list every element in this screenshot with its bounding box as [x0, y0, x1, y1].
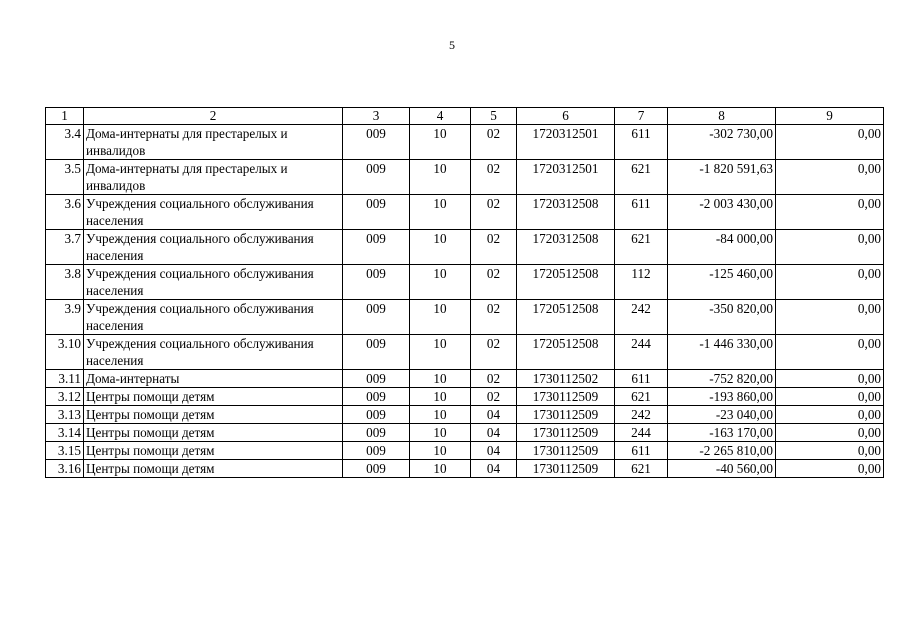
row-col3-cell: 009	[343, 424, 410, 442]
row-col9-cell: 0,00	[776, 265, 884, 300]
row-number-cell: 3.7	[46, 230, 84, 265]
table-row	[46, 406, 884, 424]
row-col9-cell: 0,00	[776, 125, 884, 160]
table-row	[46, 300, 884, 335]
row-col5-cell: 02	[471, 370, 517, 388]
row-number-cell: 3.13	[46, 406, 84, 424]
row-col3-cell: 009	[343, 388, 410, 406]
header-col-7: 7	[615, 108, 668, 125]
row-col3-cell: 009	[343, 460, 410, 478]
row-col4-cell: 10	[410, 424, 471, 442]
table-row	[46, 370, 884, 388]
row-col8-cell: -1 446 330,00	[668, 335, 776, 370]
row-name-cell: Центры помощи детям	[84, 442, 343, 460]
row-col3-cell: 009	[343, 195, 410, 230]
row-col5-cell: 02	[471, 125, 517, 160]
row-col8-cell: -2 265 810,00	[668, 442, 776, 460]
row-number-cell: 3.4	[46, 125, 84, 160]
row-col6-cell: 1730112509	[517, 388, 615, 406]
row-col4-cell: 10	[410, 265, 471, 300]
row-name-cell: Учреждения социального обслуживания населения	[84, 300, 343, 335]
row-number-cell: 3.9	[46, 300, 84, 335]
row-name-cell: Центры помощи детям	[84, 406, 343, 424]
table-row	[46, 388, 884, 406]
row-col3-cell: 009	[343, 406, 410, 424]
row-col7-cell: 621	[615, 160, 668, 195]
table-row	[46, 265, 884, 300]
header-col-8: 8	[668, 108, 776, 125]
row-col6-cell: 1730112509	[517, 460, 615, 478]
row-col7-cell: 112	[615, 265, 668, 300]
row-number-cell: 3.16	[46, 460, 84, 478]
row-name-cell: Дома-интернаты	[84, 370, 343, 388]
row-col6-cell: 1720312501	[517, 160, 615, 195]
row-col9-cell: 0,00	[776, 388, 884, 406]
row-number-cell: 3.6	[46, 195, 84, 230]
row-col6-cell: 1720512508	[517, 265, 615, 300]
row-col8-cell: -23 040,00	[668, 406, 776, 424]
row-col5-cell: 02	[471, 160, 517, 195]
row-col7-cell: 611	[615, 370, 668, 388]
row-col8-cell: -752 820,00	[668, 370, 776, 388]
row-col7-cell: 611	[615, 195, 668, 230]
row-col5-cell: 02	[471, 335, 517, 370]
row-name-cell: Учреждения социального обслуживания населения	[84, 335, 343, 370]
row-number-cell: 3.14	[46, 424, 84, 442]
row-col6-cell: 1730112509	[517, 406, 615, 424]
row-col4-cell: 10	[410, 370, 471, 388]
row-name-cell: Центры помощи детям	[84, 424, 343, 442]
table-row	[46, 125, 884, 160]
row-name-cell: Учреждения социального обслуживания населения	[84, 265, 343, 300]
row-col3-cell: 009	[343, 230, 410, 265]
table-row	[46, 195, 884, 230]
budget-table	[45, 107, 884, 478]
row-col7-cell: 244	[615, 424, 668, 442]
row-col7-cell: 621	[615, 388, 668, 406]
row-col6-cell: 1730112502	[517, 370, 615, 388]
row-col9-cell: 0,00	[776, 442, 884, 460]
row-number-cell: 3.5	[46, 160, 84, 195]
header-col-9: 9	[776, 108, 884, 125]
table-row	[46, 160, 884, 195]
row-col5-cell: 02	[471, 300, 517, 335]
row-name-cell: Центры помощи детям	[84, 460, 343, 478]
row-col4-cell: 10	[410, 406, 471, 424]
row-col5-cell: 04	[471, 460, 517, 478]
row-name-cell: Учреждения социального обслуживания населения	[84, 230, 343, 265]
row-col5-cell: 02	[471, 265, 517, 300]
row-col8-cell: -84 000,00	[668, 230, 776, 265]
row-col8-cell: -1 820 591,63	[668, 160, 776, 195]
header-col-6: 6	[517, 108, 615, 125]
row-col5-cell: 04	[471, 406, 517, 424]
row-col8-cell: -193 860,00	[668, 388, 776, 406]
row-col6-cell: 1720512508	[517, 300, 615, 335]
row-col4-cell: 10	[410, 195, 471, 230]
row-col8-cell: -125 460,00	[668, 265, 776, 300]
row-col3-cell: 009	[343, 160, 410, 195]
table-row	[46, 424, 884, 442]
table-row	[46, 460, 884, 478]
row-name-cell: Дома-интернаты для престарелых и инвалидов	[84, 160, 343, 195]
page-number: 5	[449, 38, 455, 52]
header-col-2: 2	[84, 108, 343, 125]
row-col9-cell: 0,00	[776, 160, 884, 195]
row-col4-cell: 10	[410, 230, 471, 265]
row-name-cell: Центры помощи детям	[84, 388, 343, 406]
row-col9-cell: 0,00	[776, 370, 884, 388]
row-col8-cell: -163 170,00	[668, 424, 776, 442]
row-col9-cell: 0,00	[776, 335, 884, 370]
row-number-cell: 3.8	[46, 265, 84, 300]
table-row	[46, 335, 884, 370]
row-col9-cell: 0,00	[776, 195, 884, 230]
row-col8-cell: -40 560,00	[668, 460, 776, 478]
row-col9-cell: 0,00	[776, 230, 884, 265]
row-col3-cell: 009	[343, 300, 410, 335]
row-col4-cell: 10	[410, 335, 471, 370]
row-col6-cell: 1720312501	[517, 125, 615, 160]
row-col4-cell: 10	[410, 442, 471, 460]
row-col3-cell: 009	[343, 265, 410, 300]
row-number-cell: 3.15	[46, 442, 84, 460]
row-col7-cell: 242	[615, 406, 668, 424]
table-header-row	[46, 108, 884, 125]
header-col-3: 3	[343, 108, 410, 125]
row-col9-cell: 0,00	[776, 424, 884, 442]
row-col7-cell: 242	[615, 300, 668, 335]
row-number-cell: 3.11	[46, 370, 84, 388]
header-col-4: 4	[410, 108, 471, 125]
row-name-cell: Учреждения социального обслуживания населения	[84, 195, 343, 230]
row-col6-cell: 1720512508	[517, 335, 615, 370]
table-row	[46, 442, 884, 460]
row-col8-cell: -350 820,00	[668, 300, 776, 335]
row-col4-cell: 10	[410, 388, 471, 406]
row-col7-cell: 621	[615, 460, 668, 478]
row-col3-cell: 009	[343, 370, 410, 388]
row-col4-cell: 10	[410, 460, 471, 478]
row-col9-cell: 0,00	[776, 300, 884, 335]
row-col5-cell: 02	[471, 195, 517, 230]
row-col4-cell: 10	[410, 160, 471, 195]
row-col7-cell: 611	[615, 125, 668, 160]
row-col5-cell: 02	[471, 388, 517, 406]
row-col8-cell: -302 730,00	[668, 125, 776, 160]
row-col7-cell: 244	[615, 335, 668, 370]
row-col7-cell: 621	[615, 230, 668, 265]
row-col5-cell: 04	[471, 442, 517, 460]
row-col6-cell: 1720312508	[517, 195, 615, 230]
row-col3-cell: 009	[343, 442, 410, 460]
row-number-cell: 3.10	[46, 335, 84, 370]
row-col5-cell: 02	[471, 230, 517, 265]
row-col9-cell: 0,00	[776, 460, 884, 478]
row-col3-cell: 009	[343, 335, 410, 370]
row-col6-cell: 1730112509	[517, 424, 615, 442]
row-name-cell: Дома-интернаты для престарелых и инвалидов	[84, 125, 343, 160]
row-col9-cell: 0,00	[776, 406, 884, 424]
row-number-cell: 3.12	[46, 388, 84, 406]
row-col4-cell: 10	[410, 125, 471, 160]
row-col8-cell: -2 003 430,00	[668, 195, 776, 230]
table-row	[46, 230, 884, 265]
row-col6-cell: 1720312508	[517, 230, 615, 265]
row-col6-cell: 1730112509	[517, 442, 615, 460]
row-col3-cell: 009	[343, 125, 410, 160]
row-col7-cell: 611	[615, 442, 668, 460]
header-col-1: 1	[46, 108, 84, 125]
row-col4-cell: 10	[410, 300, 471, 335]
row-col5-cell: 04	[471, 424, 517, 442]
header-col-5: 5	[471, 108, 517, 125]
